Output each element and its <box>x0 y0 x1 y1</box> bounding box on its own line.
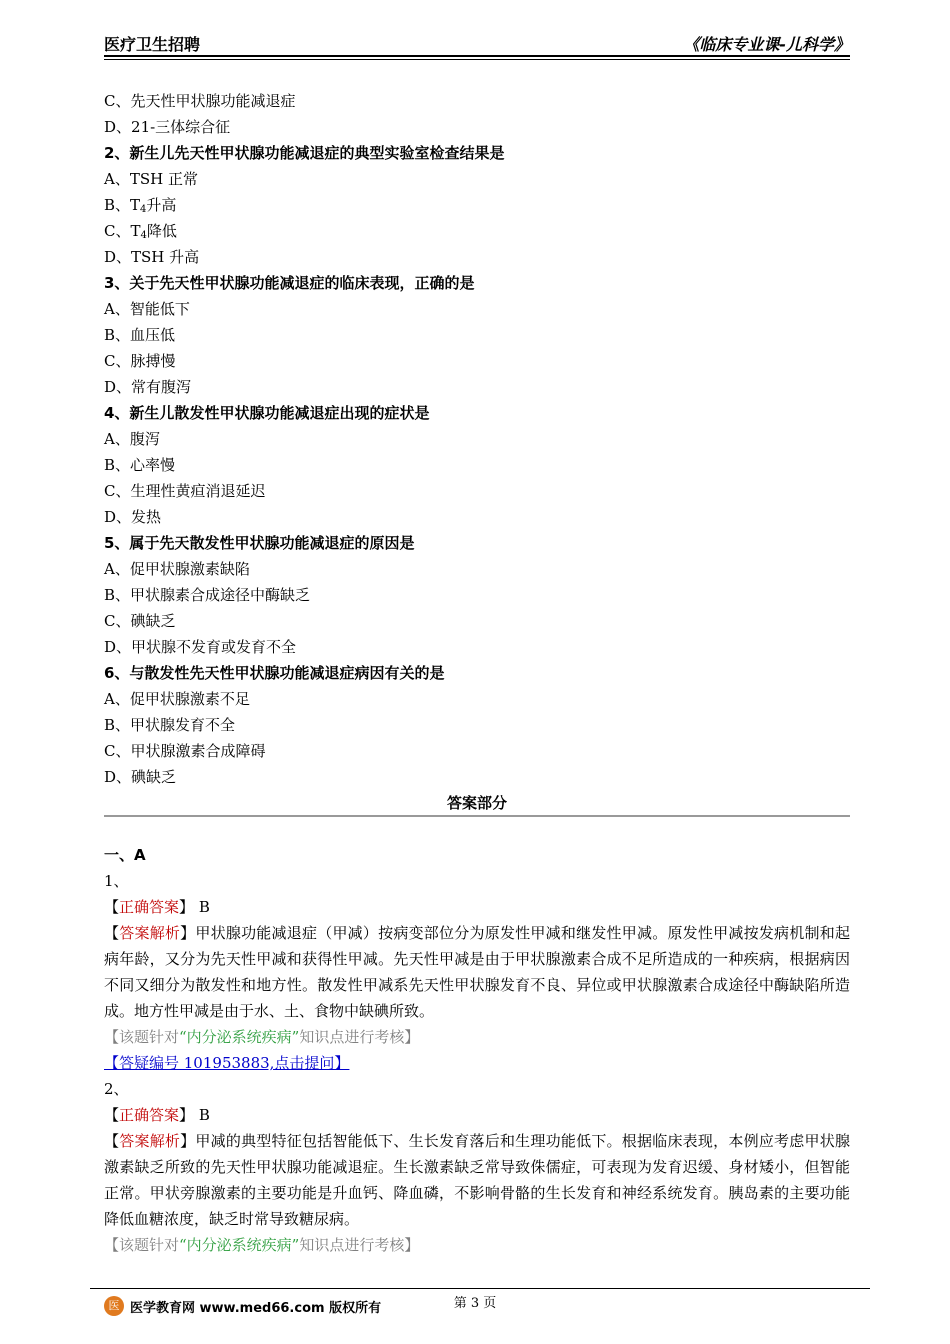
option-line: D、TSH 升高 <box>104 248 200 266</box>
option-line: B、血压低 <box>104 326 176 344</box>
option-line: A、促甲状腺激素不足 <box>104 690 250 708</box>
header-right-title: 《临床专业课-儿科学》 <box>683 35 850 54</box>
answer-number: 1、 <box>104 872 129 890</box>
option-line: C、生理性黄疸消退延迟 <box>104 482 266 500</box>
option-line: D、常有腹泻 <box>104 378 192 396</box>
question-line: 4、新生儿散发性甲状腺功能减退症出现的症状是 <box>104 404 430 422</box>
page-number: 第 3 页 <box>453 1296 497 1311</box>
knowledge-point: 【该题针对“内分泌系统疾病”知识点进行考核】 <box>104 1028 420 1046</box>
answers-title: 答案部分 <box>446 794 507 812</box>
option-line: B、甲状腺素合成途径中酶缺乏 <box>104 586 311 604</box>
option-line: A、智能低下 <box>104 300 190 318</box>
footer-brand: 医学教育网 www.med66.com 版权所有 <box>130 1301 382 1316</box>
answer-analysis: 【答案解析】甲减的典型特征包括智能低下、生长发育落后和生理功能低下。根据临床表现，本例应考虑甲状腺激素缺乏所致的先天性甲状腺功能减退症。生长激素缺乏常导致侏儒症，可表现为发育迟缓、身材矮小，但智能正常。甲状旁腺激素的主要功能是升血钙、降血磷，不影响骨骼的生长发育和神经系统发育。胰岛素的主要功能降低血糖浓度，缺乏时常导致糖尿病。 <box>104 1132 850 1228</box>
correct-answer: 【正确答案】 B <box>104 1106 210 1124</box>
ask-question-link[interactable]: 【答疑编号 101953883,点击提问】 <box>104 1054 350 1072</box>
answer-analysis: 【答案解析】甲状腺功能减退症（甲减）按病变部位分为原发性甲减和继发性甲减。原发性甲减按发病机制和起病年龄，又分为先天性甲减和获得性甲减。先天性甲减是由于甲状腺激素合成不足所造成的一种疾病，根据病因不同又细分为散发性和地方性。散发性甲减系先天性甲状腺发育不良、异位或甲状腺激素合成途径中酶缺陷所造成。地方性甲减是由于水、土、食物中缺碘所致。 <box>104 924 850 1020</box>
option-line: C、脉搏慢 <box>104 352 176 370</box>
option-line: C、甲状腺激素合成障碍 <box>104 742 266 760</box>
option-line: A、腹泻 <box>104 430 160 448</box>
option-line: B、心率慢 <box>104 456 176 474</box>
question-line: 2、新生儿先天性甲状腺功能减退症的典型实验室检查结果是 <box>104 144 505 162</box>
answer-number: 2、 <box>104 1080 129 1098</box>
option-line: D、碘缺乏 <box>104 768 177 786</box>
section-heading: 一、A <box>104 846 146 864</box>
questions-list <box>104 88 850 790</box>
question-line: 5、属于先天散发性甲状腺功能减退症的原因是 <box>104 534 415 552</box>
correct-answer: 【正确答案】 B <box>104 898 210 916</box>
option-line: B、甲状腺发育不全 <box>104 716 236 734</box>
option-line: B、$T_4$升高 <box>104 196 177 215</box>
option-line: A、促甲状腺激素缺陷 <box>104 560 250 578</box>
question-line: 6、与散发性先天性甲状腺功能减退症病因有关的是 <box>104 664 445 682</box>
option-line: A、TSH 正常 <box>104 170 198 188</box>
ask-question-link-wrap <box>104 1050 850 1076</box>
option-line: C、碘缺乏 <box>104 612 176 630</box>
brand-logo-icon: 医 <box>104 1296 124 1316</box>
option-line: C、$T_4$降低 <box>104 222 177 241</box>
header-rule-thin <box>104 59 850 60</box>
answers-section <box>104 842 850 1258</box>
knowledge-point: 【该题针对“内分泌系统疾病”知识点进行考核】 <box>104 1236 420 1254</box>
option-line: D、甲状腺不发育或发育不全 <box>104 638 297 656</box>
page-header <box>104 0 850 52</box>
header-rule-thick <box>104 55 850 57</box>
option-line: D、发热 <box>104 508 162 526</box>
answers-divider <box>104 815 850 817</box>
option-line: C、先天性甲状腺功能减退症 <box>104 92 296 110</box>
footer-rule <box>90 1288 870 1289</box>
option-line: D、21-三体综合征 <box>104 118 231 136</box>
header-left-title: 医疗卫生招聘 <box>104 35 201 54</box>
question-line: 3、关于先天性甲状腺功能减退症的临床表现，正确的是 <box>104 274 475 292</box>
